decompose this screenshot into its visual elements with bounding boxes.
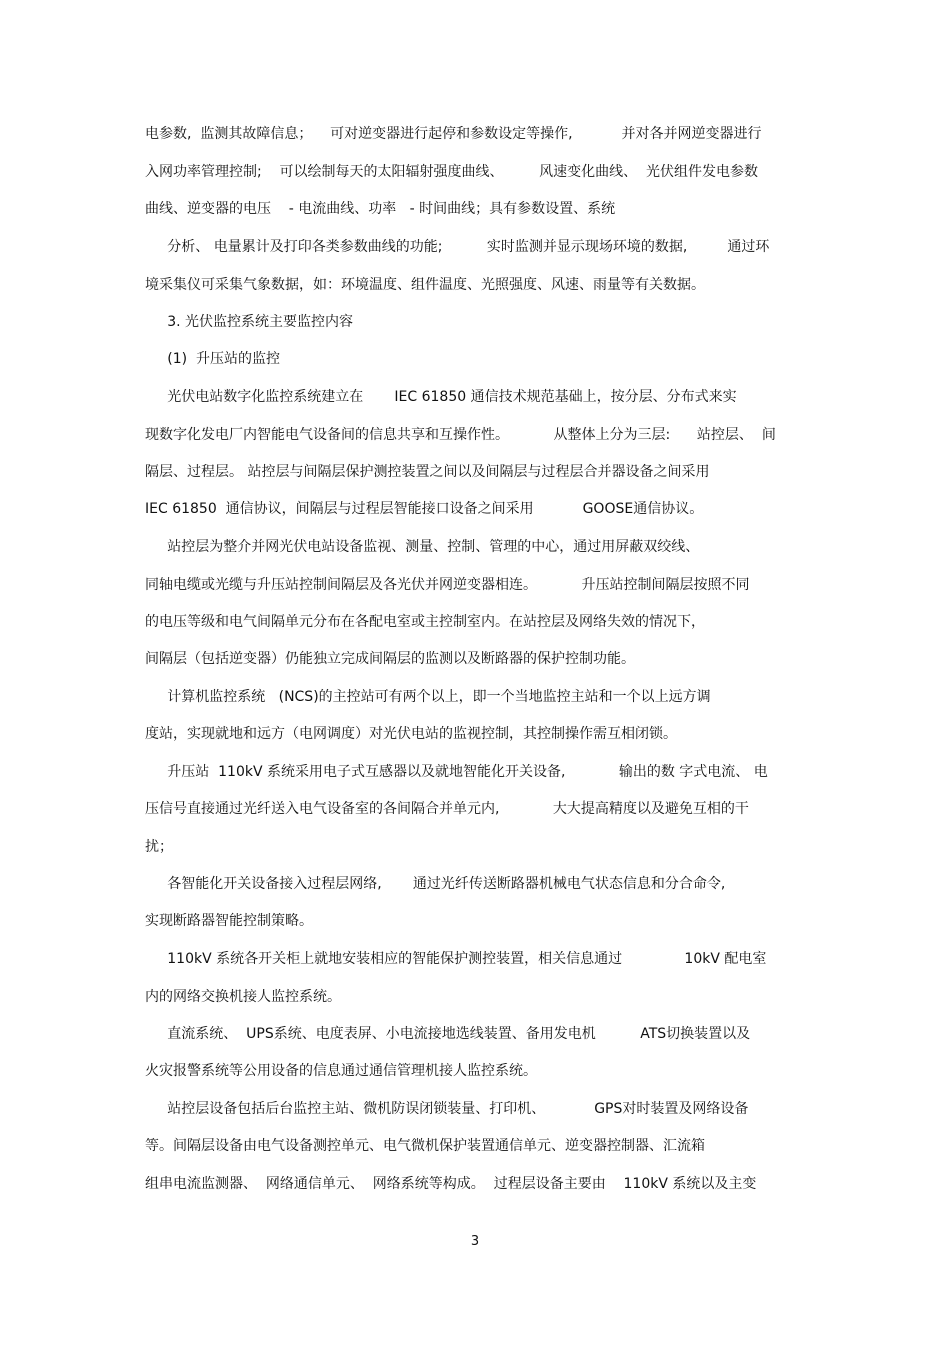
- text-line: 内的网络交换机接人监控系统。: [145, 989, 341, 1005]
- text-line: IEC 61850 通信协议，间隔层与过程层智能接口设备之间采用 GOOSE通信协议。: [145, 501, 704, 517]
- text-line: 度站，实现就地和远方（电网调度）对光伏电站的监视控制，其控制操作需互相闭锁。: [145, 726, 677, 742]
- text-line: 实现断路器智能控制策略。: [145, 913, 313, 929]
- text-line: 组串电流监测器、 网络通信单元、 网络系统等构成。 过程层设备主要由 110kV 系统以及主变: [145, 1176, 757, 1192]
- text-line: 各智能化开关设备接入过程层网络, 通过光纤传送断路器机械电气状态信息和分合命令,: [145, 876, 726, 892]
- text-line: 境采集仪可采集气象数据，如：环境温度、组件温度、光照强度、风速、雨量等有关数据。: [145, 277, 705, 293]
- text-line: 扰；: [145, 839, 173, 855]
- text-line: 光伏电站数字化监控系统建立在 IEC 61850 通信技术规范基础上，按分层、分布式来实: [145, 389, 737, 405]
- text-line: 隔层、过程层。 站控层与间隔层保护测控装置之间以及间隔层与过程层合并器设备之间采用: [145, 464, 710, 480]
- text-line: 升压站 110kV 系统采用电子式互感器以及就地智能化开关设备, 输出的数 字式电流、 电: [145, 764, 768, 780]
- text-line: 压信号直接通过光纤送入电气设备室的各间隔合并单元内, 大大提高精度以及避免互相的干: [145, 801, 749, 817]
- text-line: 火灾报警系统等公用设备的信息通过通信管理机接人监控系统。: [145, 1063, 537, 1079]
- text-line: 站控层为整介并网光伏电站设备监视、测量、控制、管理的中心，通过用屏蔽双绞线、: [145, 539, 700, 555]
- text-line: 直流系统、 UPS系统、电度表屏、小电流接地选线装置、备用发电机 ATS切换装置以及: [145, 1026, 751, 1042]
- section-heading: 3. 光伏监控系统主要监控内容: [145, 314, 354, 330]
- text-line: 的电压等级和电气间隔单元分布在各配电室或主控制室内。在站控层及网络失效的情况下，: [145, 614, 705, 630]
- text-line: 110kV 系统各开关柜上就地安装相应的智能保护测控装置，相关信息通过 10kV 配电室: [145, 951, 767, 967]
- page-number: 3: [470, 1234, 480, 1249]
- text-line: 站控层设备包括后台监控主站、微机防误闭锁装量、打印机、 GPS对时装置及网络设备: [145, 1101, 749, 1117]
- text-line: 分析、 电量累计及打印各类参数曲线的功能; 实时监测并显示现场环境的数据, 通过环: [145, 239, 770, 255]
- text-line: 现数字化发电厂内智能电气设备间的信息共享和互操作性。 从整体上分为三层: 站控层、 间: [145, 427, 776, 443]
- text-line: 电参数, 监测其故障信息； 可对逆变器进行起停和参数设定等操作, 并对各并网逆变器进行: [145, 126, 762, 142]
- text-line: 等。间隔层设备由电气设备测控单元、电气微机保护装置通信单元、逆变器控制器、汇流箱: [145, 1138, 705, 1154]
- text-line: 间隔层（包括逆变器）仍能独立完成间隔层的监测以及断路器的保护控制功能。: [145, 651, 635, 667]
- subsection-heading: (1) 升压站的监控: [145, 351, 280, 367]
- text-line: 同轴电缆或光缆与升压站控制间隔层及各光伏并网逆变器相连。 升压站控制间隔层按照不同: [145, 577, 750, 593]
- text-line: 入网功率管理控制; 可以绘制每天的太阳辐射强度曲线、 风速变化曲线、 光伏组件发电参数: [145, 164, 759, 180]
- text-line: 曲线、逆变器的电压 - 电流曲线、功率 - 时间曲线；具有参数设置、系统: [145, 201, 616, 217]
- text-line: 计算机监控系统 (NCS)的主控站可有两个以上，即一个当地监控主站和一个以上远方调: [145, 689, 711, 705]
